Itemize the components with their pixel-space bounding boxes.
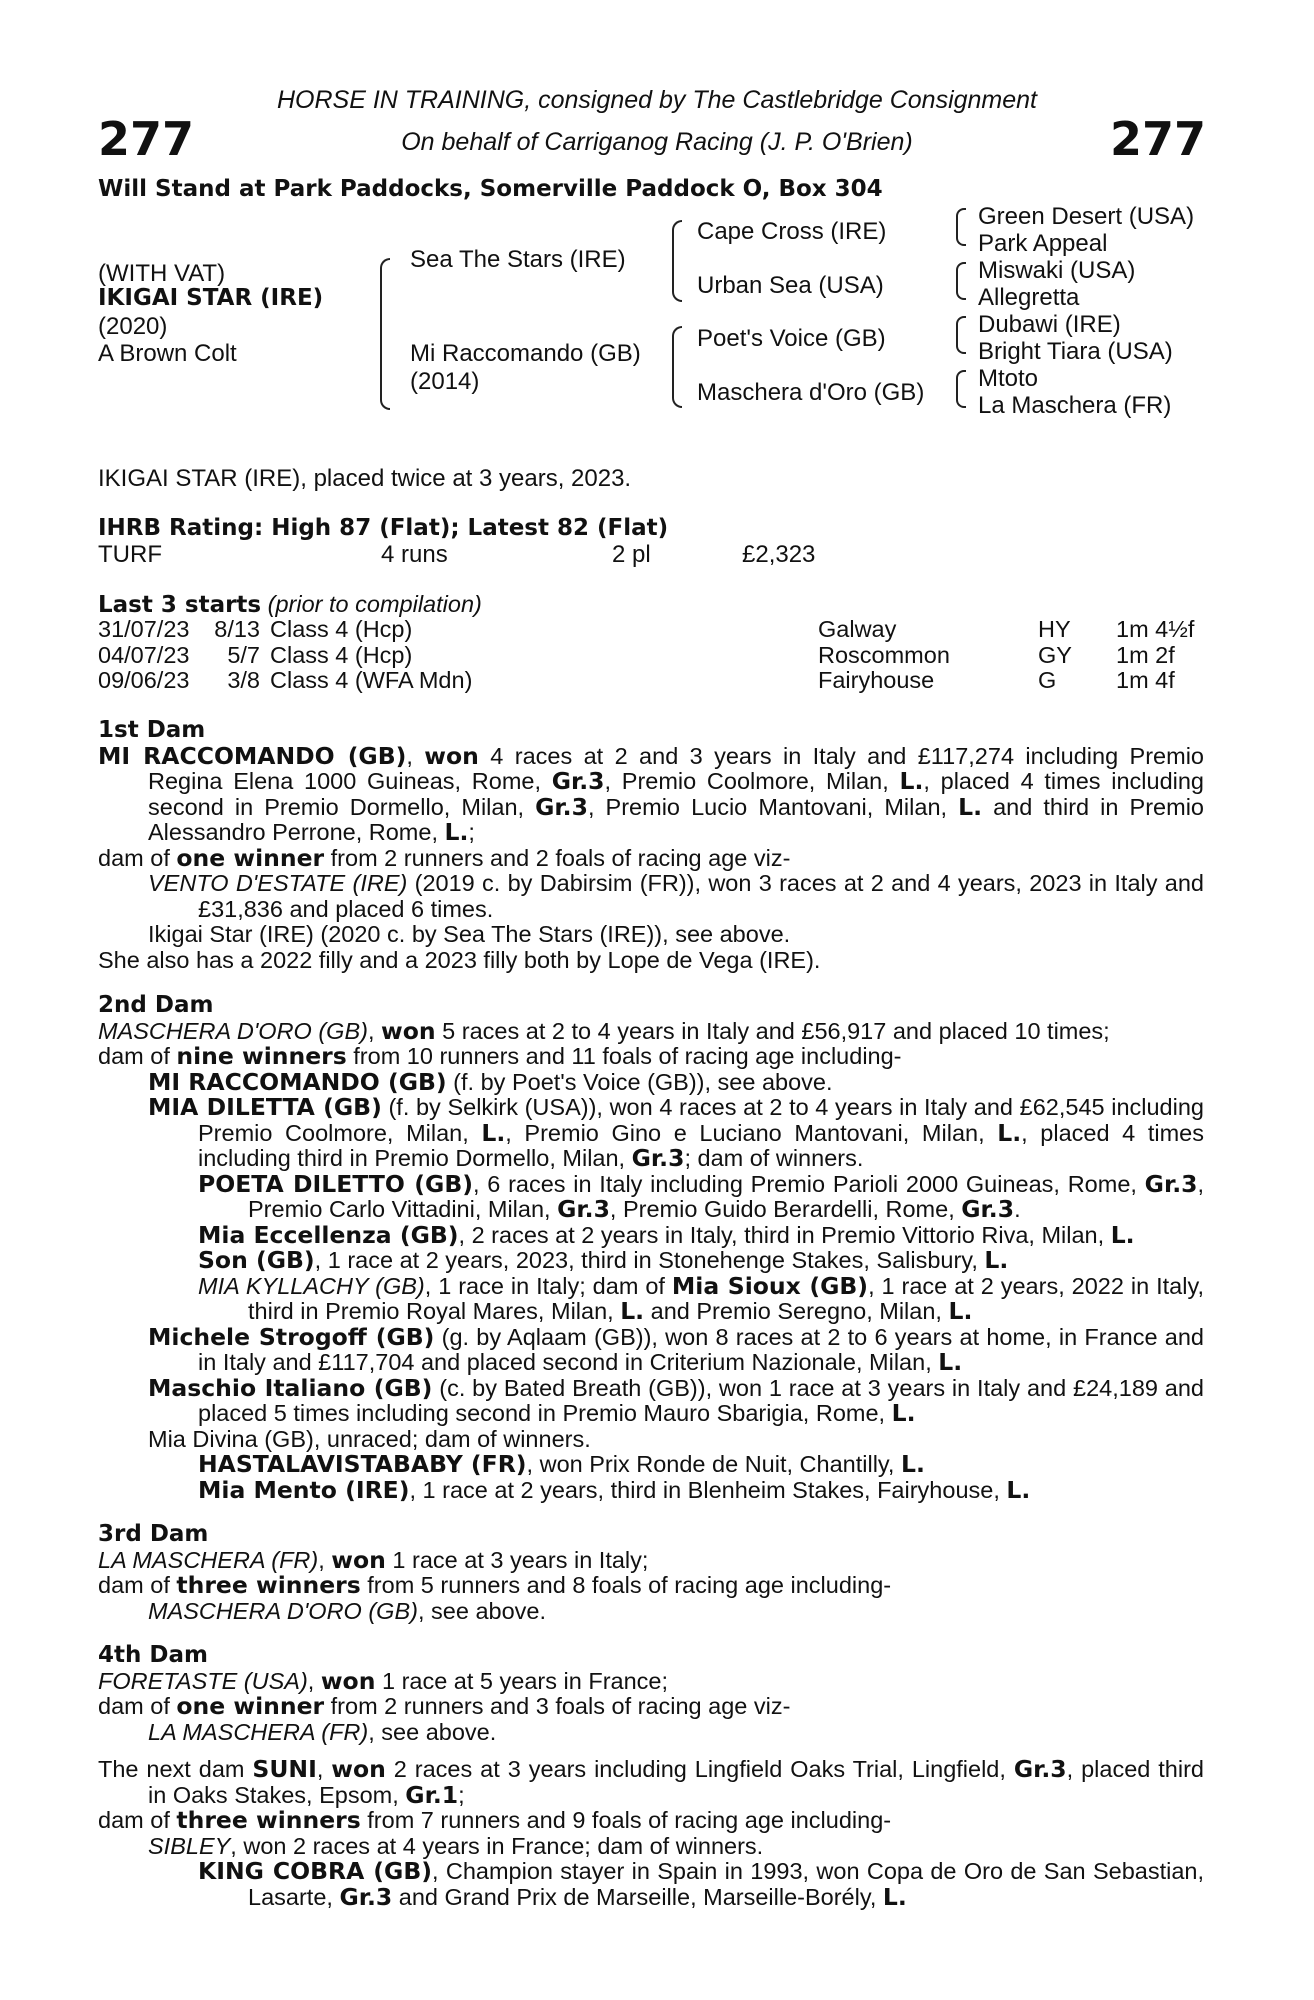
last-starts-heading [98,591,482,618]
horse-description: A Brown Colt [98,340,237,367]
start-going: HY [1038,616,1071,642]
last-starts-note: (prior to compilation) [267,591,482,617]
produce-mia-diletta: MIA DILETTA (GB) (f. by Selkirk (USA)), won 4 races at 2 to 4 years in Italy and £62,545 including Premio Coolmore, Milan, L., Premio Gino e Luciano Mantovani, Milan, L., placed 4 times including third in Premio Dormello, Milan, Gr.3; dam of winners. [148,1093,1204,1172]
next-dam-produce-summary: dam of three winners from 7 runners and 9 foals of racing age including- [98,1806,892,1834]
rating-runs: 4 runs [381,541,448,568]
g3-3: Miswaki (USA) [978,257,1136,284]
summary: IKIGAI STAR (IRE), placed twice at 3 years, 2023. [98,465,632,492]
start-position: 3/8 [227,667,260,693]
rating-title: IHRB Rating: High 87 (Flat); Latest 82 (Flat) [98,515,669,541]
on-behalf-line: On behalf of Carriganog Racing (J. P. O'Brien) [401,128,913,156]
first-dam-foal-1: VENTO D'ESTATE (IRE) (2019 c. by Dabirsim (FR)), won 3 races at 2 and 4 years, 2023 in Italy and £31,836 and placed 6 times. [148,870,1204,922]
dam-sire: Poet's Voice (GB) [697,325,886,352]
start-position: 5/7 [227,641,260,668]
lot-number-left: 277 [98,112,195,166]
g3-4: Allegretta [978,284,1080,311]
rating-surface: TURF [98,541,162,568]
stabling-location: Will Stand at Park Paddocks, Somerville Paddock O, Box 304 [98,176,883,202]
second-dam-section [98,993,1204,1503]
third-dam-section [98,1522,1204,1624]
dam-year: (2014) [410,368,480,395]
g3-brace-2 [956,262,966,300]
g3-brace-3 [956,316,966,354]
horse-year: (2020) [98,313,168,340]
start-position: 8/13 [214,616,260,642]
fourth-dam-record: FORETASTE (USA), won 1 race at 5 years in France; [98,1666,669,1695]
pedigree-brace-main [380,258,390,410]
produce-hastalavistababy: HASTALAVISTABABY (FR), won Prix Ronde de Nuit, Chantilly, L. [198,1450,925,1478]
fourth-dam-section [98,1643,1204,1745]
first-dam-section [98,718,1204,973]
third-dam-heading: 3rd Dam [98,1521,209,1547]
g3-7: Mtoto [978,365,1039,392]
start-distance: 1m 2f [1116,641,1175,668]
produce-mia-mento: Mia Mento (IRE), 1 race at 2 years, third in Blenheim Stakes, Fairyhouse, L. [198,1475,1031,1504]
second-dam-heading: 2nd Dam [98,992,214,1018]
g3-5: Dubawi (IRE) [978,311,1121,338]
start-race: Class 4 (Hcp) [270,616,413,642]
last-starts-table [98,617,1204,694]
produce-mia-divina: Mia Divina (GB), unraced; dam of winners. [148,1425,591,1452]
sire: Sea The Stars (IRE) [410,246,626,273]
dam: Mi Raccomando (GB) [410,340,641,367]
start-course: Fairyhouse [818,667,935,693]
next-dam-record: The next dam SUNI, won 2 races at 3 years including Lingfield Oaks Trial, Lingfield, Gr.3, placed third in Oaks Stakes, Epsom, Gr.1; [98,1755,1204,1809]
table-row [98,617,1204,643]
first-dam-foal-2: Ikigai Star (IRE) (2020 c. by Sea The Stars (IRE)), see above. [148,921,791,947]
third-dam-produce-summary: dam of three winners from 5 runners and 8 foals of racing age including- [98,1571,892,1599]
start-going: G [1038,667,1057,693]
table-row [98,643,1204,669]
rating-earnings: £2,323 [742,541,816,568]
fourth-dam-foal: LA MASCHERA (FR), see above. [148,1718,497,1745]
consignor-line: HORSE IN TRAINING, consigned by The Castlebridge Consignment [276,86,1038,114]
produce-maschio-italiano: Maschio Italiano (GB) (c. by Bated Breath (GB)), won 1 race at 3 years in Italy and £24,189 and placed 5 times including second in Premio Mauro Sbarigia, Rome, L. [148,1373,1204,1427]
pedigree-brace-sire [672,220,682,302]
pedigree-brace-dam [672,326,682,408]
first-dam-heading: 1st Dam [98,717,206,743]
produce-mia-kyllachy: MIA KYLLACHY (GB), 1 race in Italy; dam of Mia Sioux (GB), 1 race at 2 years, 2022 in Italy, third in Premio Royal Mares, Milan, L. and Premio Seregno, Milan, L. [198,1271,1204,1325]
rating-placed: 2 pl [612,541,651,568]
first-dam-record: MI RACCOMANDO (GB), won 4 races at 2 and 3 years in Italy and £117,274 including Premio Regina Elena 1000 Guineas, Rome, Gr.3, Premio Coolmore, Milan, L., placed 4 times including second in Premio Dormello, Milan, Gr.3, Premio Lucio Mantovani, Milan, L. and third in Premio Alessandro Perrone, Rome, L.; [98,741,1205,846]
g3-brace-1 [956,208,966,246]
fourth-dam-produce-summary: dam of one winner from 2 runners and 3 foals of racing age viz- [98,1692,791,1720]
next-dam-section [98,1757,1204,1910]
produce-poeta-diletto: POETA DILETTO (GB), 6 races in Italy including Premio Parioli 2000 Guineas, Rome, Gr.3, Premio Carlo Vittadini, Milan, Gr.3, Premio Guido Berardelli, Rome, Gr.3. [198,1169,1205,1223]
start-date: 04/07/23 [98,641,190,668]
first-dam-produce-summary: dam of one winner from 2 runners and 2 foals of racing age viz- [98,843,791,872]
g3-2: Park Appeal [978,230,1108,257]
next-dam-foal-king-cobra: KING COBRA (GB), Champion stayer in Spain in 1993, won Copa de Oro de San Sebastian, Lasarte, Gr.3 and Grand Prix de Marseille, Marseille-Borély, L. [198,1857,1205,1911]
produce-mia-eccellenza: Mia Eccellenza (GB), 2 races at 2 years in Italy, third in Premio Vittorio Riva, Milan, L. [198,1220,1135,1249]
last-starts-title: Last 3 starts [98,592,262,618]
start-date: 09/06/23 [98,667,190,693]
g3-brace-4 [956,370,966,408]
table-row [98,668,1204,694]
start-race: Class 4 (Hcp) [270,641,413,668]
g3-1: Green Desert (USA) [978,203,1195,230]
g3-6: Bright Tiara (USA) [978,338,1173,365]
third-dam-record: LA MASCHERA (FR), won 1 race at 3 years in Italy; [98,1545,649,1574]
g3-8: La Maschera (FR) [978,392,1172,419]
third-dam-foal: MASCHERA D'ORO (GB), see above. [148,1597,547,1624]
start-course: Roscommon [818,641,950,668]
next-dam-foal-sibley: SIBLEY, won 2 races at 4 years in France; dam of winners. [148,1832,764,1859]
start-distance: 1m 4½f [1116,616,1195,642]
sire-dam: Urban Sea (USA) [697,272,884,299]
lot-number-right: 277 [1109,112,1206,166]
start-course: Galway [818,616,897,642]
horse-name: IKIGAI STAR (IRE) [98,285,324,311]
second-dam-record: MASCHERA D'ORO (GB), won 5 races at 2 to 4 years in Italy and £56,917 and placed 10 times; [98,1016,1110,1045]
fourth-dam-heading: 4th Dam [98,1642,208,1668]
produce-son: Son (GB), 1 race at 2 years, 2023, third in Stonehenge Stakes, Salisbury, L. [198,1246,1009,1274]
sire-sire: Cape Cross (IRE) [697,218,887,245]
first-dam-note: She also has a 2022 filly and a 2023 filly both by Lope de Vega (IRE). [98,946,821,973]
second-dam-produce-summary: dam of nine winners from 10 runners and 11 foals of racing age including- [98,1042,902,1070]
start-race: Class 4 (WFA Mdn) [270,667,473,693]
produce-michele-strogoff: Michele Strogoff (GB) (g. by Aqlaam (GB)), won 8 races at 2 to 6 years at home, in France and in Italy and £117,704 and placed second in Criterium Nazionale, Milan, L. [148,1322,1204,1376]
start-date: 31/07/23 [98,616,190,642]
start-distance: 1m 4f [1116,667,1175,693]
dam-dam: Maschera d'Oro (GB) [697,379,925,406]
vat-status: (WITH VAT) [98,260,226,287]
produce-mi-raccomando: MI RACCOMANDO (GB) (f. by Poet's Voice (GB)), see above. [148,1067,833,1096]
start-going: GY [1038,641,1072,668]
